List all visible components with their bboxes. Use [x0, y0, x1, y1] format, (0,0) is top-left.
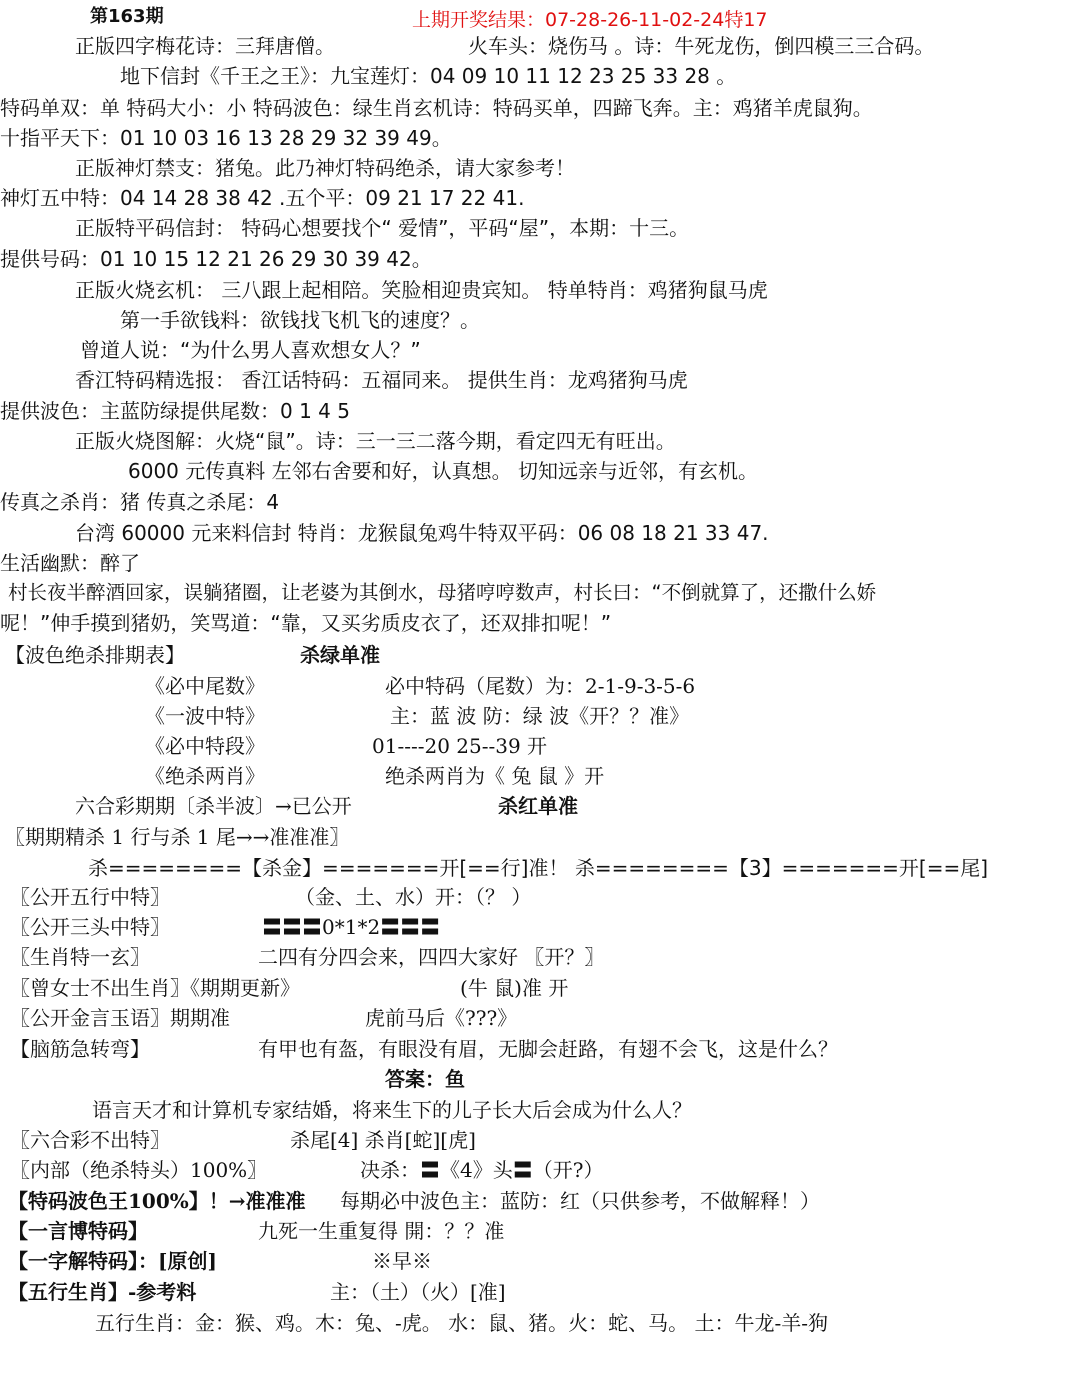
- doc-line: 杀尾[4] 杀肖[蛇][虎]: [290, 1128, 476, 1152]
- doc-line: 杀========【杀金】=======开[==行]准！ 杀========【3】=======开[==尾]: [88, 856, 989, 880]
- doc-line: 决杀：〓《4》头〓（开?）: [360, 1158, 604, 1182]
- doc-line: 地下信封《千王之王》：九宝莲灯：04 09 10 11 12 23 25 33 28 。: [120, 64, 737, 88]
- doc-line: 《必中尾数》: [145, 674, 265, 698]
- doc-line: 正版特平码信封： 特码心想要找个“ 爱情”，平码“屋”，本期：十三。: [75, 216, 690, 240]
- doc-line: 传真之杀肖：猪 传真之杀尾：4: [0, 490, 280, 514]
- doc-line: 〖生肖特一玄〗: [10, 945, 150, 969]
- doc-line: 【五行生肖】-参考料: [8, 1280, 197, 1304]
- doc-line: 〖曾女士不出生肖〗《期期更新》: [10, 976, 300, 1000]
- doc-line: 〖期期精杀 1 行与杀 1 尾→→准准准〗: [5, 825, 350, 849]
- doc-line: 呢！”伸手摸到猪奶，笑骂道：“靠，又买劣质皮衣了，还双排扣呢！”: [0, 611, 612, 635]
- issue-number: 第163期: [90, 6, 164, 27]
- doc-line: 第一手欲钱料：欲钱找飞机飞的速度？。: [120, 308, 480, 332]
- doc-line: 正版神灯禁支：猪兔。此乃神灯特码绝杀，请大家参考！: [75, 156, 575, 180]
- doc-line: 〖公开三头中特〗: [10, 915, 170, 939]
- doc-line: 香江特码精选报： 香江话特码：五福同来。 提供生肖：龙鸡猪狗马虎: [75, 368, 688, 392]
- doc-line: 每期必中波色主：蓝防：红（只供参考，不做解释！）: [340, 1189, 820, 1213]
- doc-line: 6000 元传真料 左邻右舍要和好，认真想。 切知远亲与近邻，有玄机。: [128, 459, 758, 483]
- doc-line: 正版火烧玄机： 三八跟上起相陪。笑脸相迎贵宾知。 特单特肖：鸡猪狗鼠马虎: [75, 278, 768, 302]
- doc-line: (牛 鼠)准 开: [460, 976, 569, 1000]
- doc-line: 火车头：烧伤马 。诗：牛死龙伤，倒四模三三合码。: [468, 34, 935, 58]
- doc-line: （金、土、水）开：（？ ）: [295, 885, 532, 909]
- doc-line: 杀红单准: [498, 794, 578, 818]
- doc-line: 九死一生重复得 開：？？准: [258, 1219, 505, 1243]
- doc-line: 语言天才和计算机专家结婚，将来生下的儿子长大后会成为什么人？: [92, 1098, 692, 1122]
- doc-line: 【一言博特码】: [8, 1219, 148, 1243]
- doc-line: 《必中特段》: [145, 734, 265, 758]
- doc-line: 杀绿单准: [300, 643, 380, 667]
- doc-line: 二四有分四会来，四四大家好 〖开？〗: [258, 945, 605, 969]
- doc-line: 〖公开金言玉语〗期期准: [10, 1006, 230, 1030]
- doc-line: 【波色绝杀排期表】: [5, 643, 185, 667]
- doc-line: 六合彩期期〔杀半波〕→已公开: [75, 794, 352, 818]
- doc-line: 【一字解特码】：[原创]: [8, 1249, 217, 1273]
- doc-line: 提供号码：01 10 15 12 21 26 29 30 39 42。: [0, 247, 432, 271]
- doc-line: 有甲也有盔，有眼没有眉，无脚会赶路，有翅不会飞，这是什么？: [258, 1037, 838, 1061]
- doc-line: 《绝杀两肖》: [145, 764, 265, 788]
- doc-line: 虎前马后《???》: [365, 1006, 518, 1030]
- last-result: 上期开奖结果：07-28-26-11-02-24特17: [412, 9, 768, 31]
- doc-line: 生活幽默：醉了: [0, 551, 140, 575]
- doc-line: 〖内部（绝杀特头）100%〗: [10, 1158, 268, 1182]
- doc-line: 五行生肖：金：猴、鸡。木：兔、-虎。 水：鼠、猪。火：蛇、马。 土：牛龙-羊-狗: [95, 1311, 828, 1335]
- doc-line: 主：（土）（火）[准]: [330, 1280, 506, 1304]
- doc-line: 答案：鱼: [385, 1067, 465, 1091]
- doc-line: 〖六合彩不出特〗: [10, 1128, 170, 1152]
- doc-line: 台湾 60000 元来料信封 特肖：龙猴鼠兔鸡牛特双平码：06 08 18 21 33 47.: [75, 521, 769, 545]
- doc-line: 〖公开五行中特〗: [10, 885, 170, 909]
- doc-line: 神灯五中特：04 14 28 38 42 .五个平：09 21 17 22 41.: [0, 186, 525, 210]
- doc-line: 村长夜半醉酒回家，误躺猪圈，让老婆为其倒水，母猪哼哼数声，村长曰：“不倒就算了，还撒什么娇: [8, 581, 877, 604]
- doc-line: 曾道人说：“为什么男人喜欢想女人？”: [80, 338, 421, 362]
- doc-line: ※早※: [372, 1249, 432, 1273]
- doc-line: 十指平天下：01 10 03 16 13 28 29 32 39 49。: [0, 126, 452, 150]
- doc-line: 《一波中特》: [145, 704, 265, 728]
- doc-line: 【脑筋急转弯】: [10, 1037, 150, 1061]
- doc-line: 【特码波色王100%】！→准准准: [8, 1189, 306, 1213]
- doc-line: 〓〓〓0*1*2〓〓〓: [262, 915, 441, 939]
- doc-line: 绝杀两肖为《 兔 鼠 》开: [385, 764, 605, 788]
- doc-line: 正版火烧图解：火烧“鼠”。诗：三一三二落今期，看定四无有旺出。: [75, 429, 676, 453]
- doc-line: 01----20 25--39 开: [372, 734, 548, 758]
- doc-line: 必中特码（尾数）为：2-1-9-3-5-6: [385, 674, 696, 698]
- doc-line: 提供波色：主蓝防绿提供尾数：0 1 4 5: [0, 399, 350, 423]
- doc-line: 特码单双：单 特码大小：小 特码波色：绿生肖玄机诗：特码买单，四蹄飞奔。主：鸡猪羊虎鼠狗。: [0, 96, 873, 120]
- doc-line: 正版四字梅花诗：三拜唐僧。: [75, 34, 335, 58]
- doc-line: 主：蓝 波 防：绿 波《开？？准》: [390, 704, 690, 728]
